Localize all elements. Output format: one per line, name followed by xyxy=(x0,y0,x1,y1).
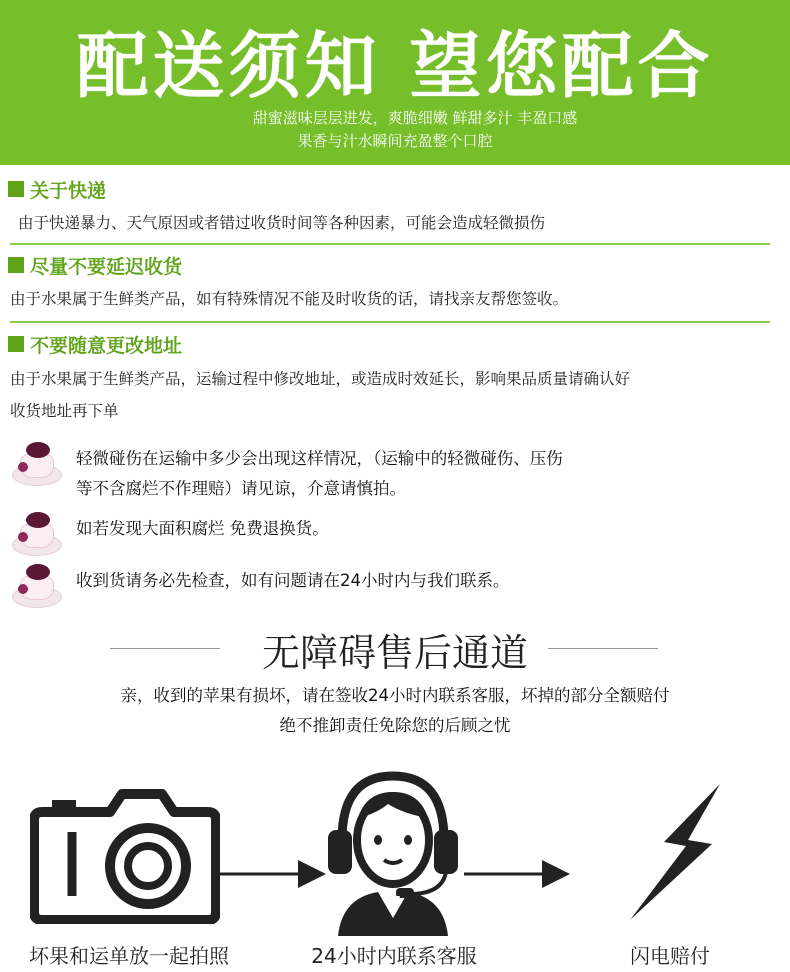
after-sales-desc-2: 绝不推卸责任免除您的后顾之忧 xyxy=(279,716,511,735)
green-square-icon xyxy=(8,257,24,273)
header-banner xyxy=(0,0,790,165)
banner-subtitle-2: 果香与汁水瞬间充盈整个口腔 xyxy=(297,132,493,150)
section-body-address-line-1: 由于水果属于生鲜类产品，运输过程中修改地址，或造成时效延长，影响果品质量请确认好 xyxy=(10,370,631,388)
note-item xyxy=(8,562,788,612)
section-title-text: 不要随意更改地址 xyxy=(30,334,183,357)
after-sales-heading xyxy=(0,622,790,674)
note-text-line: 如若发现大面积腐烂 免费退换货。 xyxy=(76,519,329,538)
cake-image-icon xyxy=(8,440,66,490)
note-text-line: 轻微碰伤在运输中多少会出现这样情况，（运输中的轻微碰伤、压伤 xyxy=(76,449,563,468)
heading-line-right xyxy=(548,648,658,649)
note-item xyxy=(8,440,788,504)
section-body-no-delay: 由于水果属于生鲜类产品，如有特殊情况不能及时收货的话，请找亲友帮您签收。 xyxy=(10,290,569,308)
cake-image-icon xyxy=(8,562,66,612)
cake-image-icon xyxy=(8,510,66,560)
section-title-address xyxy=(8,331,182,357)
after-sales-desc-1: 亲，收到的苹果有损坏，请在签收24小时内联系客服，坏掉的部分全额赔付 xyxy=(120,686,670,705)
green-square-icon xyxy=(8,336,24,352)
divider xyxy=(10,321,770,323)
section-body-address-line-2: 收货地址再下单 xyxy=(10,402,119,420)
note-text-line: 等不含腐烂不作理赔）请见谅，介意请慎拍。 xyxy=(76,479,406,498)
camera-icon xyxy=(30,784,220,924)
section-title-text: 关于快递 xyxy=(30,179,107,202)
arrow-right-icon xyxy=(218,854,328,894)
customer-service-icon xyxy=(318,768,468,938)
section-title-text: 尽量不要延迟收货 xyxy=(30,255,183,278)
note-text-line: 收到货请务必先检查，如有问题请在24小时内与我们联系。 xyxy=(76,571,510,590)
divider xyxy=(10,243,770,245)
step-label-compensation: 闪电赔付 xyxy=(630,944,710,968)
banner-title: 配送须知 望您配合 xyxy=(76,24,714,108)
section-title-express xyxy=(8,176,106,202)
section-body-express: 由于快递暴力、天气原因或者错过收货时间等各种因素，可能会造成轻微损伤 xyxy=(18,214,546,232)
step-label-photo: 坏果和运单放一起拍照 xyxy=(29,944,229,968)
arrow-right-icon xyxy=(462,854,572,894)
step-label-contact: 24小时内联系客服 xyxy=(311,944,477,968)
section-title-no-delay xyxy=(8,252,182,278)
after-sales-title: 无障碍售后通道 xyxy=(261,631,528,675)
green-square-icon xyxy=(8,181,24,197)
note-item xyxy=(8,510,788,560)
banner-subtitle-1: 甜蜜滋味层层进发，爽脆细嫩 鲜甜多汁 丰盈口感 xyxy=(252,109,578,127)
lightning-icon xyxy=(624,782,724,922)
